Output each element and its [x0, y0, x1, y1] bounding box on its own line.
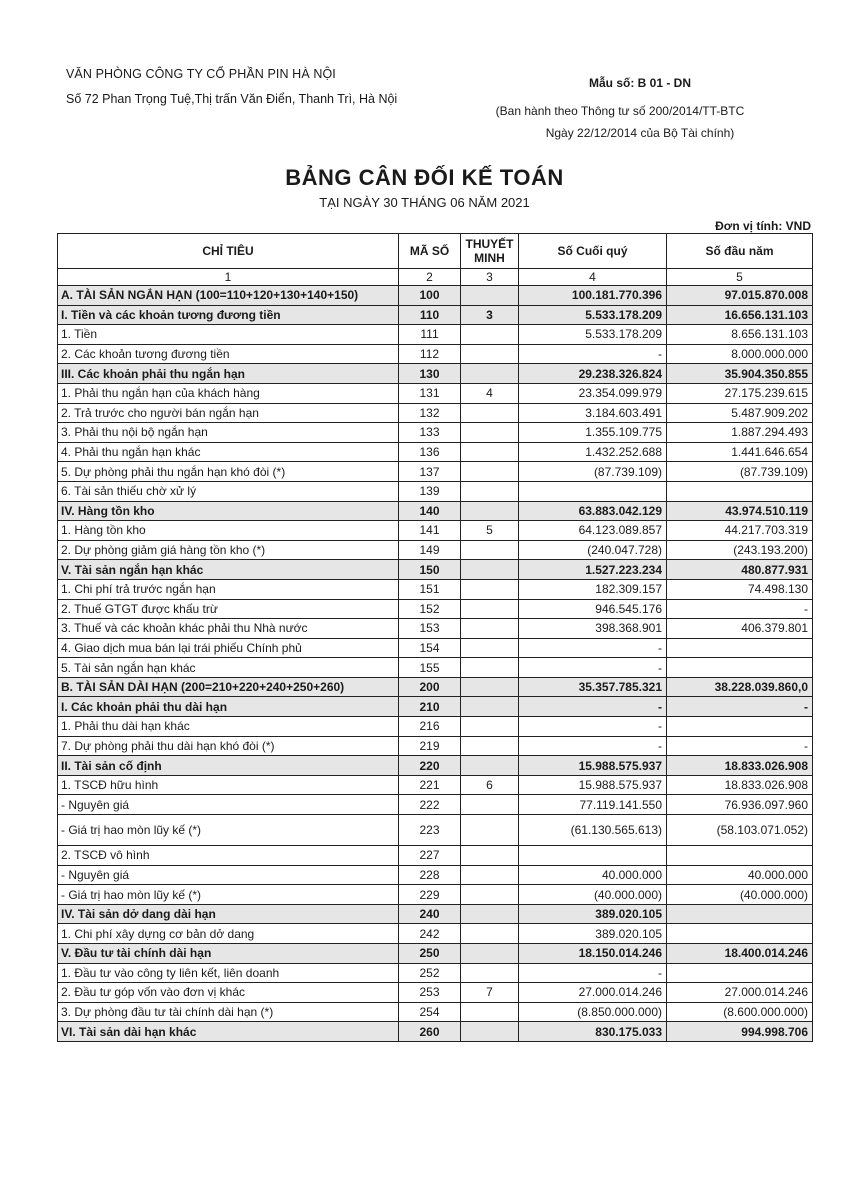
row-begin-value: 994.998.706 [667, 1022, 813, 1042]
table-row [58, 1022, 813, 1042]
table-row [58, 462, 813, 482]
row-item-note [461, 599, 519, 619]
table-row [58, 846, 813, 866]
document-title: BẢNG CÂN ĐỐI KẾ TOÁN [285, 165, 564, 190]
row-end-value: 5.533.178.209 [519, 305, 667, 325]
row-item-code: 150 [399, 560, 461, 580]
row-item-note [461, 403, 519, 423]
row-item-code: 112 [399, 344, 461, 364]
row-item-code: 111 [399, 325, 461, 345]
row-end-value: - [519, 638, 667, 658]
table-row [58, 638, 813, 658]
row-item-code: 137 [399, 462, 461, 482]
row-end-value: 23.354.099.979 [519, 383, 667, 403]
row-item-code: 229 [399, 885, 461, 905]
table-row [58, 775, 813, 795]
table-row [58, 885, 813, 905]
row-item-code: 250 [399, 944, 461, 964]
table-row [58, 540, 813, 560]
row-begin-value: - [667, 736, 813, 756]
table-row [58, 305, 813, 325]
column-number-row [58, 269, 813, 286]
row-end-value: 1.355.109.775 [519, 423, 667, 443]
row-item-note [461, 658, 519, 678]
row-item-note [461, 885, 519, 905]
row-item-name: 1. TSCĐ hữu hình [58, 775, 399, 795]
row-item-code: 141 [399, 521, 461, 541]
col-header-note: THUYẾT MINH [461, 234, 519, 269]
row-end-value [519, 481, 667, 501]
row-item-name: A. TÀI SẢN NGẮN HẠN (100=110+120+130+140+150) [58, 286, 399, 306]
row-end-value: (40.000.000) [519, 885, 667, 905]
table-row [58, 983, 813, 1003]
row-begin-value: 1.441.646.654 [667, 442, 813, 462]
row-end-value: 35.357.785.321 [519, 677, 667, 697]
row-begin-value: 1.887.294.493 [667, 423, 813, 443]
form-reference [470, 76, 770, 140]
row-item-code: 222 [399, 795, 461, 815]
row-begin-value [667, 717, 813, 737]
row-item-name: III. Các khoản phải thu ngắn hạn [58, 364, 399, 384]
row-end-value: 15.988.575.937 [519, 775, 667, 795]
row-begin-value: 38.228.039.860,0 [667, 677, 813, 697]
currency-unit: Đơn vị tính: VND [715, 219, 811, 233]
row-item-note: 4 [461, 383, 519, 403]
row-begin-value [667, 904, 813, 924]
table-header-row [58, 234, 813, 269]
row-item-code: 253 [399, 983, 461, 1003]
row-begin-value: 97.015.870.008 [667, 286, 813, 306]
row-item-note [461, 560, 519, 580]
company-header [66, 66, 406, 108]
row-begin-value: (87.739.109) [667, 462, 813, 482]
row-item-name: V. Đầu tư tài chính dài hạn [58, 944, 399, 964]
row-item-code: 110 [399, 305, 461, 325]
table-row [58, 560, 813, 580]
row-item-name: IV. Tài sản dở dang dài hạn [58, 904, 399, 924]
row-item-note [461, 795, 519, 815]
row-item-code: 200 [399, 677, 461, 697]
row-item-code: 223 [399, 815, 461, 846]
table-row [58, 697, 813, 717]
row-item-name: 3. Thuế và các khoản khác phải thu Nhà nước [58, 619, 399, 639]
row-item-code: 152 [399, 599, 461, 619]
row-end-value: 63.883.042.129 [519, 501, 667, 521]
row-begin-value: (243.193.200) [667, 540, 813, 560]
row-item-note [461, 904, 519, 924]
table-row [58, 344, 813, 364]
table-row [58, 865, 813, 885]
row-item-code: 227 [399, 846, 461, 866]
row-end-value: 3.184.603.491 [519, 403, 667, 423]
row-end-value: (61.130.565.613) [519, 815, 667, 846]
form-number: Mẫu số: B 01 - DN [588, 76, 691, 90]
table-row [58, 795, 813, 815]
row-end-value: - [519, 697, 667, 717]
row-item-name: - Nguyên giá [58, 865, 399, 885]
table-row [58, 658, 813, 678]
row-item-code: 151 [399, 579, 461, 599]
table-row [58, 383, 813, 403]
row-end-value: 389.020.105 [519, 904, 667, 924]
row-begin-value: - [667, 697, 813, 717]
row-begin-value [667, 638, 813, 658]
row-begin-value: 18.833.026.908 [667, 775, 813, 795]
row-item-name: 1. Đầu tư vào công ty liên kết, liên doanh [58, 963, 399, 983]
row-item-code: 130 [399, 364, 461, 384]
row-end-value: - [519, 344, 667, 364]
table-row [58, 521, 813, 541]
table-row [58, 944, 813, 964]
table-row [58, 1002, 813, 1022]
row-item-name: VI. Tài sản dài hạn khác [58, 1022, 399, 1042]
table-row [58, 619, 813, 639]
row-item-name: 2. Trả trước cho người bán ngắn hạn [58, 403, 399, 423]
row-item-code: 136 [399, 442, 461, 462]
row-begin-value: 5.487.909.202 [667, 403, 813, 423]
row-item-note [461, 501, 519, 521]
row-begin-value: 18.400.014.246 [667, 944, 813, 964]
row-item-note: 7 [461, 983, 519, 1003]
row-item-note [461, 344, 519, 364]
column-number: 3 [461, 269, 519, 286]
table-row [58, 325, 813, 345]
row-item-code: 220 [399, 756, 461, 776]
row-begin-value [667, 963, 813, 983]
row-end-value: 64.123.089.857 [519, 521, 667, 541]
row-item-note [461, 736, 519, 756]
row-begin-value [667, 924, 813, 944]
table-row [58, 677, 813, 697]
row-item-name: 2. Các khoản tương đương tiền [58, 344, 399, 364]
row-item-name: 6. Tài sản thiếu chờ xử lý [58, 481, 399, 501]
row-end-value: (240.047.728) [519, 540, 667, 560]
row-item-note [461, 638, 519, 658]
row-begin-value: 406.379.801 [667, 619, 813, 639]
row-end-value: 15.988.575.937 [519, 756, 667, 776]
row-begin-value: 480.877.931 [667, 560, 813, 580]
row-end-value: - [519, 658, 667, 678]
row-end-value: - [519, 717, 667, 737]
col-header-name: CHỈ TIÊU [58, 234, 399, 269]
table-row [58, 924, 813, 944]
row-item-code: 260 [399, 1022, 461, 1042]
row-begin-value: 44.217.703.319 [667, 521, 813, 541]
table-row [58, 736, 813, 756]
row-item-name: I. Tiền và các khoản tương đương tiền [58, 305, 399, 325]
row-item-note [461, 1022, 519, 1042]
row-begin-value: 76.936.097.960 [667, 795, 813, 815]
row-item-name: 2. TSCĐ vô hình [58, 846, 399, 866]
row-begin-value: 35.904.350.855 [667, 364, 813, 384]
row-item-name: 1. Tiền [58, 325, 399, 345]
row-item-note [461, 325, 519, 345]
row-item-code: 140 [399, 501, 461, 521]
row-item-code: 149 [399, 540, 461, 560]
balance-sheet-table [57, 233, 813, 1042]
row-end-value: 40.000.000 [519, 865, 667, 885]
row-begin-value: 43.974.510.119 [667, 501, 813, 521]
row-end-value: 29.238.326.824 [519, 364, 667, 384]
row-end-value: 1.527.223.234 [519, 560, 667, 580]
row-begin-value: 27.175.239.615 [667, 383, 813, 403]
issued-by: (Ban hành theo Thông tư số 200/2014/TT-BTC [495, 104, 745, 118]
row-item-name: - Giá trị hao mòn lũy kế (*) [58, 815, 399, 846]
row-end-value: 5.533.178.209 [519, 325, 667, 345]
table-row [58, 579, 813, 599]
row-item-note [461, 697, 519, 717]
row-item-code: 254 [399, 1002, 461, 1022]
row-item-note [461, 924, 519, 944]
row-end-value: (87.739.109) [519, 462, 667, 482]
row-begin-value: (8.600.000.000) [667, 1002, 813, 1022]
row-begin-value: (58.103.071.052) [667, 815, 813, 846]
row-item-note [461, 865, 519, 885]
row-item-note: 5 [461, 521, 519, 541]
row-end-value: 27.000.014.246 [519, 983, 667, 1003]
row-begin-value [667, 846, 813, 866]
row-end-value: 1.432.252.688 [519, 442, 667, 462]
row-end-value: 830.175.033 [519, 1022, 667, 1042]
row-end-value: 77.119.141.550 [519, 795, 667, 815]
row-item-name: - Giá trị hao mòn lũy kế (*) [58, 885, 399, 905]
column-number: 1 [58, 269, 399, 286]
row-begin-value: (40.000.000) [667, 885, 813, 905]
row-item-name: I. Các khoản phải thu dài hạn [58, 697, 399, 717]
row-item-note [461, 963, 519, 983]
row-end-value: 100.181.770.396 [519, 286, 667, 306]
row-end-value: 18.150.014.246 [519, 944, 667, 964]
table-row [58, 963, 813, 983]
table-row [58, 481, 813, 501]
row-end-value: - [519, 963, 667, 983]
table-row [58, 904, 813, 924]
row-item-code: 153 [399, 619, 461, 639]
table-row [58, 501, 813, 521]
row-begin-value: 18.833.026.908 [667, 756, 813, 776]
row-item-name: B. TÀI SẢN DÀI HẠN (200=210+220+240+250+260) [58, 677, 399, 697]
row-item-code: 100 [399, 286, 461, 306]
row-item-note [461, 462, 519, 482]
table-row [58, 599, 813, 619]
table-row [58, 815, 813, 846]
row-item-name: II. Tài sản cố định [58, 756, 399, 776]
row-item-name: 2. Thuế GTGT được khấu trừ [58, 599, 399, 619]
row-begin-value [667, 481, 813, 501]
row-item-code: 155 [399, 658, 461, 678]
row-item-name: 4. Phải thu ngắn hạn khác [58, 442, 399, 462]
row-item-name: 3. Phải thu nội bộ ngắn hạn [58, 423, 399, 443]
row-item-note [461, 944, 519, 964]
row-item-name: 5. Tài sản ngắn hạn khác [58, 658, 399, 678]
col-header-code: MÃ SỐ [399, 234, 461, 269]
row-item-code: 219 [399, 736, 461, 756]
row-item-note [461, 442, 519, 462]
row-begin-value: 27.000.014.246 [667, 983, 813, 1003]
row-item-code: 132 [399, 403, 461, 423]
row-item-code: 221 [399, 775, 461, 795]
table-row [58, 364, 813, 384]
column-number: 4 [519, 269, 667, 286]
row-item-note [461, 677, 519, 697]
column-number: 5 [667, 269, 813, 286]
row-begin-value: 16.656.131.103 [667, 305, 813, 325]
document-subtitle: TẠI NGÀY 30 THÁNG 06 NĂM 2021 [319, 195, 530, 210]
row-item-code: 154 [399, 638, 461, 658]
table-row [58, 423, 813, 443]
table-row [58, 756, 813, 776]
row-end-value: - [519, 736, 667, 756]
row-item-name: 5. Dự phòng phải thu ngắn hạn khó đòi (*) [58, 462, 399, 482]
row-item-note: 3 [461, 305, 519, 325]
row-item-note [461, 579, 519, 599]
row-item-code: 210 [399, 697, 461, 717]
row-item-note: 6 [461, 775, 519, 795]
issued-date: Ngày 22/12/2014 của Bộ Tài chính) [545, 126, 735, 140]
row-item-name: IV. Hàng tồn kho [58, 501, 399, 521]
row-item-name: 2. Đầu tư góp vốn vào đơn vị khác [58, 983, 399, 1003]
row-item-note [461, 423, 519, 443]
row-item-note [461, 619, 519, 639]
row-item-name: 7. Dự phòng phải thu dài hạn khó đòi (*) [58, 736, 399, 756]
row-item-code: 216 [399, 717, 461, 737]
table-row [58, 286, 813, 306]
row-item-note [461, 717, 519, 737]
row-begin-value [667, 658, 813, 678]
row-end-value [519, 846, 667, 866]
row-begin-value: 8.656.131.103 [667, 325, 813, 345]
row-item-code: 242 [399, 924, 461, 944]
row-item-note [461, 1002, 519, 1022]
row-item-name: 1. Phải thu ngắn hạn của khách hàng [58, 383, 399, 403]
row-item-code: 139 [399, 481, 461, 501]
row-item-name: 4. Giao dịch mua bán lại trái phiếu Chính phủ [58, 638, 399, 658]
row-item-name: 1. Hàng tồn kho [58, 521, 399, 541]
row-end-value: 398.368.901 [519, 619, 667, 639]
col-header-begin: Số đầu năm [667, 234, 813, 269]
row-item-name: 1. Chi phí trả trước ngắn hạn [58, 579, 399, 599]
row-item-note [461, 815, 519, 846]
row-item-code: 131 [399, 383, 461, 403]
row-item-note [461, 364, 519, 384]
row-item-note [461, 756, 519, 776]
row-begin-value: 74.498.130 [667, 579, 813, 599]
company-address: Số 72 Phan Trọng Tuệ,Thị trấn Văn Điển, Thanh Trì, Hà Nội [66, 92, 398, 106]
row-item-code: 252 [399, 963, 461, 983]
row-end-value: 946.545.176 [519, 599, 667, 619]
row-begin-value: 8.000.000.000 [667, 344, 813, 364]
row-item-name: 1. Phải thu dài hạn khác [58, 717, 399, 737]
row-begin-value: - [667, 599, 813, 619]
row-item-code: 240 [399, 904, 461, 924]
row-end-value: 389.020.105 [519, 924, 667, 944]
row-item-note [461, 286, 519, 306]
row-item-name: V. Tài sản ngắn hạn khác [58, 560, 399, 580]
column-number: 2 [399, 269, 461, 286]
row-item-name: 2. Dự phòng giảm giá hàng tồn kho (*) [58, 540, 399, 560]
table-row [58, 717, 813, 737]
row-item-code: 228 [399, 865, 461, 885]
row-item-code: 133 [399, 423, 461, 443]
row-item-name: - Nguyên giá [58, 795, 399, 815]
row-item-note [461, 846, 519, 866]
table-row [58, 442, 813, 462]
row-end-value: (8.850.000.000) [519, 1002, 667, 1022]
company-name: VĂN PHÒNG CÔNG TY CỔ PHẦN PIN HÀ NỘI [66, 67, 336, 81]
row-end-value: 182.309.157 [519, 579, 667, 599]
col-header-end: Số Cuối quý [519, 234, 667, 269]
row-item-name: 1. Chi phí xây dựng cơ bản dở dang [58, 924, 399, 944]
row-item-note [461, 481, 519, 501]
row-begin-value: 40.000.000 [667, 865, 813, 885]
row-item-note [461, 540, 519, 560]
row-item-name: 3. Dự phòng đầu tư tài chính dài hạn (*) [58, 1002, 399, 1022]
table-row [58, 403, 813, 423]
